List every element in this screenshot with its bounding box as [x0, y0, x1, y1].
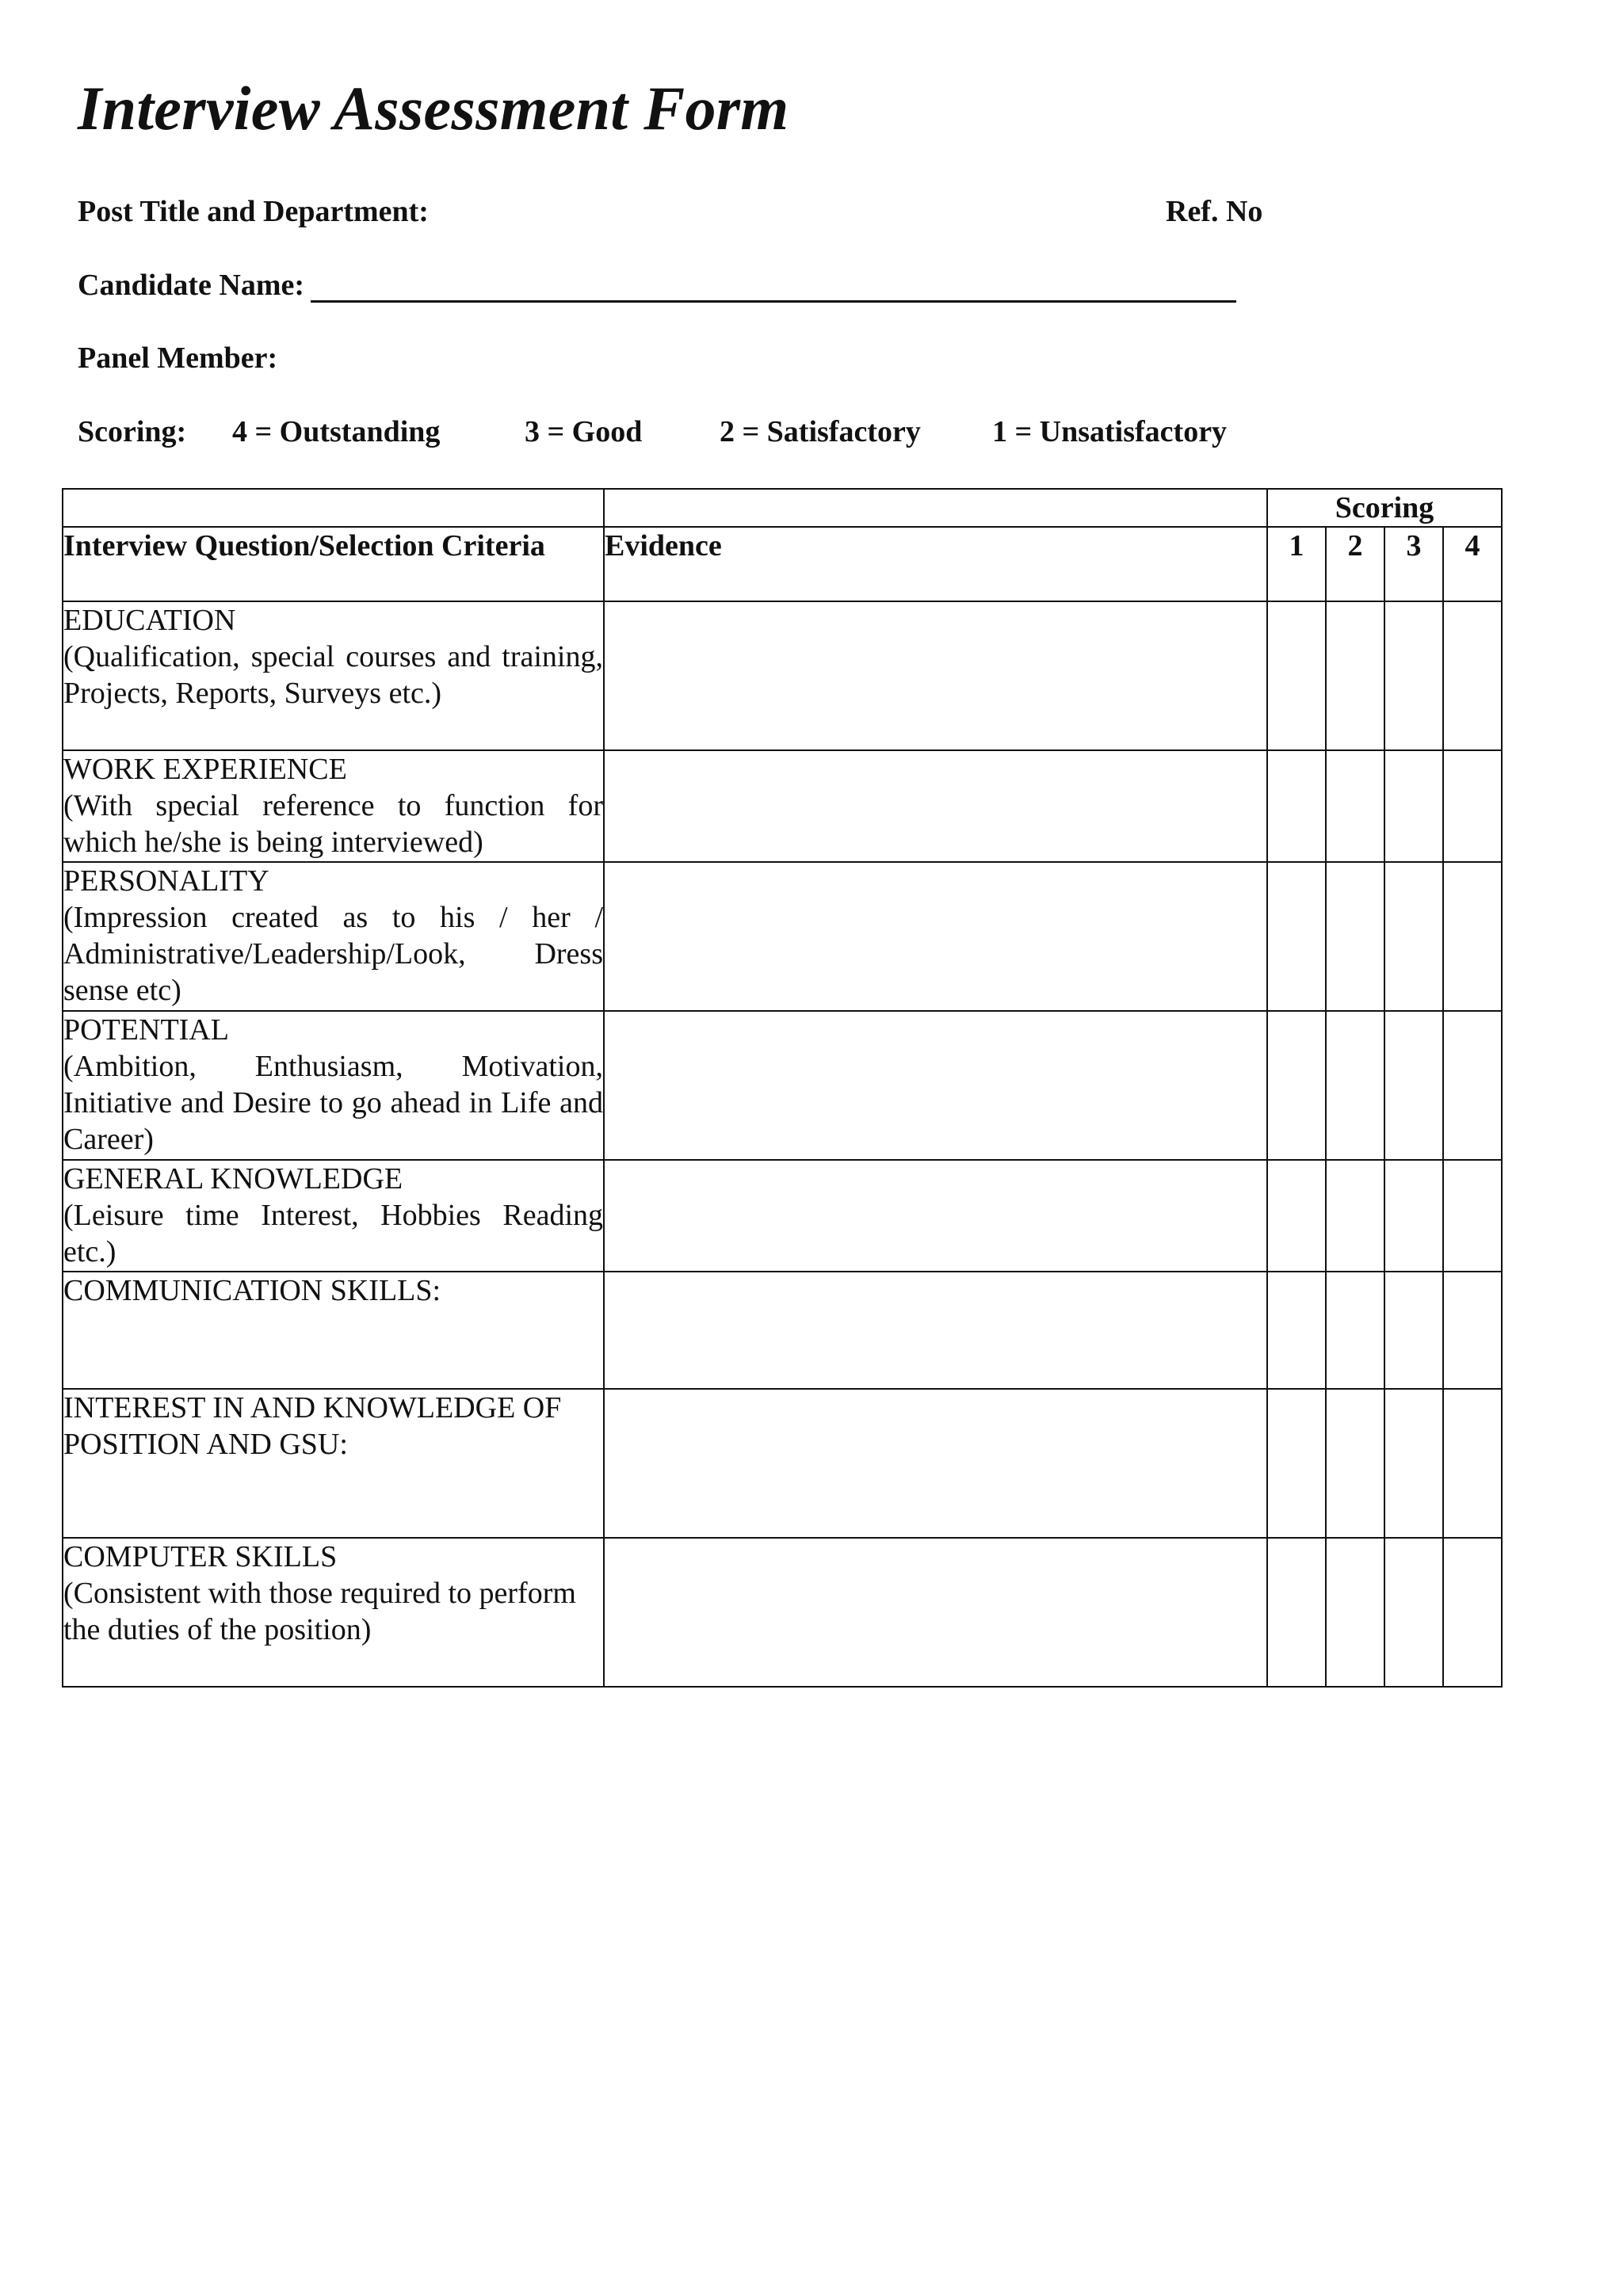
criteria-cell — [63, 862, 604, 1011]
form-title: Interview Assessment Form — [78, 74, 789, 143]
criteria-heading: GENERAL KNOWLEDGE — [63, 1162, 403, 1196]
score-cell[interactable] — [1267, 1538, 1326, 1687]
criteria-description: (Impression created as to his / her / Administrative/Leadership/Look, Dress sense etc) — [63, 901, 603, 1007]
criteria-cell — [63, 1538, 604, 1687]
evidence-cell[interactable] — [604, 601, 1267, 750]
score-cell[interactable] — [1443, 1389, 1502, 1538]
criteria-heading: POTENTIAL — [63, 1013, 229, 1047]
criteria-description: (Ambition, Enthusiasm, Motivation, Initiative and Desire to go ahead in Life and Career) — [63, 1050, 603, 1156]
evidence-cell[interactable] — [604, 1160, 1267, 1272]
evidence-cell[interactable] — [604, 1011, 1267, 1160]
candidate-name-line[interactable] — [311, 270, 1236, 303]
scoring-legend-item: 1 = Unsatisfactory — [992, 415, 1228, 448]
table-row — [63, 1272, 1502, 1389]
score-cell[interactable] — [1443, 1011, 1502, 1160]
score-cell[interactable] — [1384, 862, 1443, 1011]
table-row — [63, 1160, 1502, 1272]
evidence-cell[interactable] — [604, 1538, 1267, 1687]
score-cell[interactable] — [1384, 601, 1443, 750]
table-header-row — [63, 527, 1502, 601]
score-cell[interactable] — [1443, 1272, 1502, 1389]
evidence-cell[interactable] — [604, 1389, 1267, 1538]
post-title-department-label: Post Title and Department: — [78, 195, 429, 228]
table-row — [63, 1538, 1502, 1687]
criteria-heading: COMMUNICATION SKILLS: — [63, 1274, 441, 1307]
score-cell[interactable] — [1267, 1389, 1326, 1538]
criteria-description: (Qualification, special courses and training, Projects, Reports, Surveys etc.) — [63, 640, 603, 710]
criteria-heading: COMPUTER SKILLS — [63, 1540, 338, 1573]
table-row — [63, 862, 1502, 1011]
score-cell[interactable] — [1326, 1160, 1384, 1272]
table-row — [63, 601, 1502, 750]
score-cell[interactable] — [1384, 1011, 1443, 1160]
score-cell[interactable] — [1443, 1160, 1502, 1272]
score-cell[interactable] — [1443, 862, 1502, 1011]
score-cell[interactable] — [1326, 1011, 1384, 1160]
score-column-header: 3 — [1384, 527, 1443, 601]
score-cell[interactable] — [1326, 1538, 1384, 1687]
panel-member-label: Panel Member: — [78, 341, 278, 375]
score-cell[interactable] — [1326, 862, 1384, 1011]
blank-header-cell — [604, 489, 1267, 527]
score-cell[interactable] — [1384, 750, 1443, 862]
criteria-header: Interview Question/Selection Criteria — [63, 527, 604, 601]
score-cell[interactable] — [1326, 1389, 1384, 1538]
criteria-heading: EDUCATION — [63, 604, 236, 637]
score-cell[interactable] — [1267, 601, 1326, 750]
candidate-name-field — [78, 268, 1236, 303]
score-cell[interactable] — [1326, 601, 1384, 750]
table-top-header-row — [63, 489, 1502, 527]
score-cell[interactable] — [1267, 1011, 1326, 1160]
score-cell[interactable] — [1267, 1160, 1326, 1272]
criteria-heading: INTEREST IN AND KNOWLEDGE OF POSITION AND GSU: — [63, 1391, 562, 1461]
criteria-description: (Consistent with those required to perform the duties of the position) — [63, 1577, 576, 1646]
score-cell[interactable] — [1384, 1272, 1443, 1389]
scoring-legend-item: 3 = Good — [525, 415, 643, 448]
criteria-heading: PERSONALITY — [63, 864, 269, 898]
score-cell[interactable] — [1384, 1160, 1443, 1272]
score-column-header: 4 — [1443, 527, 1502, 601]
candidate-name-label: Candidate Name: — [78, 269, 305, 302]
blank-header-cell — [63, 489, 604, 527]
score-cell[interactable] — [1384, 1389, 1443, 1538]
score-cell[interactable] — [1384, 1538, 1443, 1687]
criteria-cell — [63, 1011, 604, 1160]
criteria-description: (Leisure time Interest, Hobbies Reading etc.) — [63, 1199, 603, 1268]
score-cell[interactable] — [1443, 1538, 1502, 1687]
criteria-cell — [63, 1272, 604, 1389]
score-cell[interactable] — [1267, 862, 1326, 1011]
scoring-legend-item: 4 = Outstanding — [232, 415, 441, 448]
criteria-cell — [63, 1389, 604, 1538]
table-row — [63, 1389, 1502, 1538]
criteria-cell — [63, 750, 604, 862]
ref-no-label: Ref. No — [1166, 195, 1263, 228]
score-cell[interactable] — [1267, 1272, 1326, 1389]
table-row — [63, 750, 1502, 862]
evidence-header: Evidence — [604, 527, 1267, 601]
scoring-legend-label: Scoring: — [78, 415, 187, 448]
criteria-heading: WORK EXPERIENCE — [63, 753, 347, 786]
evidence-cell[interactable] — [604, 1272, 1267, 1389]
score-column-header: 2 — [1326, 527, 1384, 601]
score-cell[interactable] — [1443, 750, 1502, 862]
criteria-cell — [63, 601, 604, 750]
score-cell[interactable] — [1326, 1272, 1384, 1389]
score-cell[interactable] — [1326, 750, 1384, 862]
score-cell[interactable] — [1267, 750, 1326, 862]
score-column-header: 1 — [1267, 527, 1326, 601]
evidence-cell[interactable] — [604, 750, 1267, 862]
table-row — [63, 1011, 1502, 1160]
scoring-legend-item: 2 = Satisfactory — [720, 415, 921, 448]
criteria-description: (With special reference to function for which he/she is being interviewed) — [63, 789, 603, 859]
scoring-header: Scoring — [1267, 489, 1502, 527]
evidence-cell[interactable] — [604, 862, 1267, 1011]
score-cell[interactable] — [1443, 601, 1502, 750]
criteria-cell — [63, 1160, 604, 1272]
assessment-table — [62, 488, 1503, 1688]
